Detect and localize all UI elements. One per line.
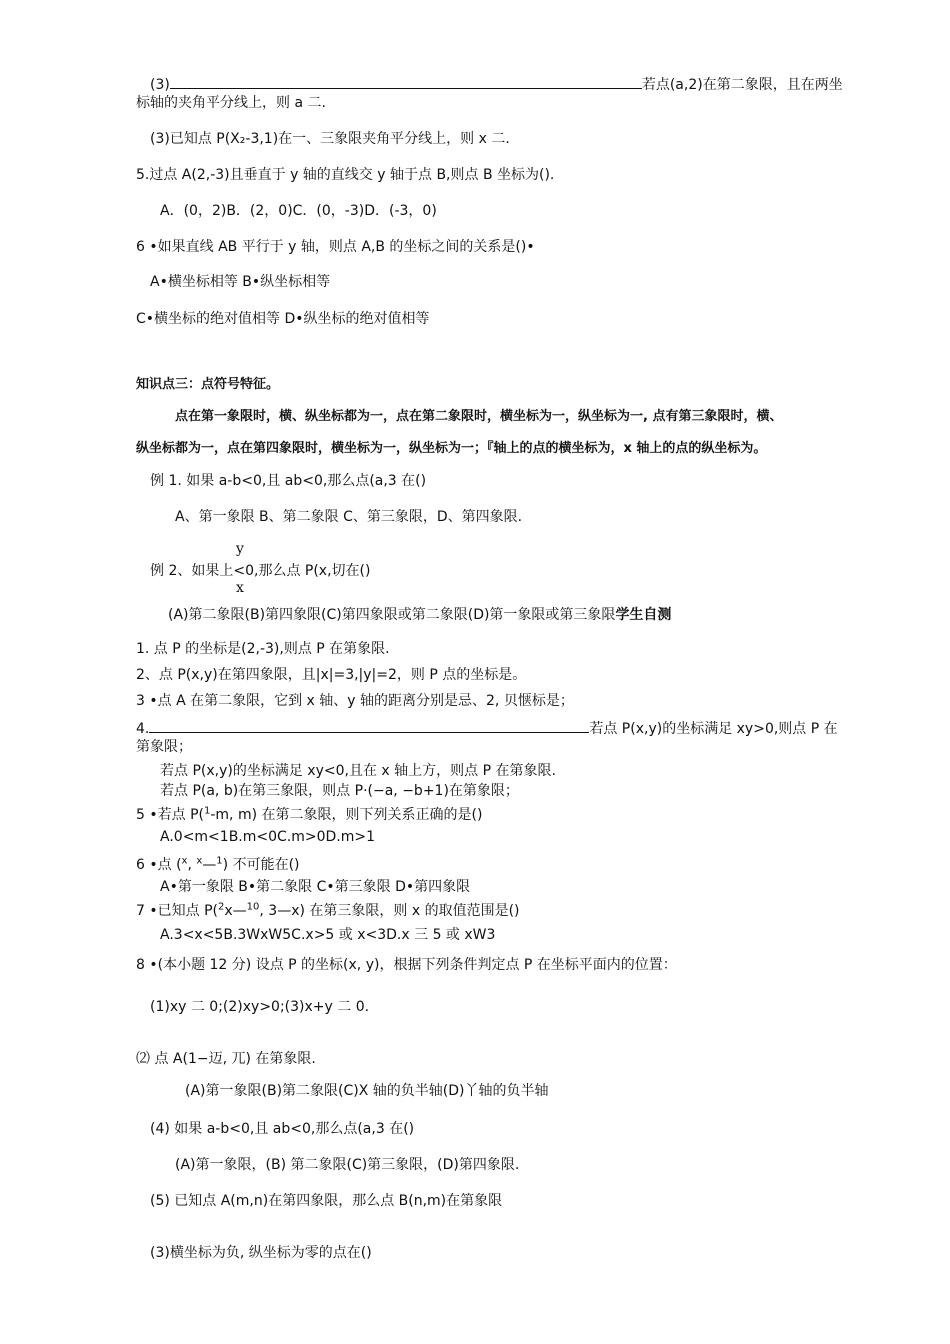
test-5 <box>136 806 482 824</box>
line-text: ) 不可能在() <box>222 857 300 873</box>
question-5-options: A．(0，2)B．(2，0)C．(0，-3)D．(-3，0) <box>160 203 437 219</box>
line-text: 5 •若点 P( <box>136 807 204 823</box>
text-line: (5) 已知点 A(m,n)在第四象限，那么点 B(n,m)在第象限 <box>150 1193 503 1209</box>
superscript: 2 <box>217 901 225 913</box>
section-heading-self-test: 学生自测 <box>615 607 672 623</box>
example-1: 例 1. 如果 a-b<0,且 ab<0,那么点(a,3 在() <box>150 473 427 489</box>
line-text: x— <box>224 903 247 919</box>
line-text: 若点(a,2)在第二象限，且在两坐 <box>641 77 843 93</box>
test-6 <box>136 856 300 874</box>
text-line: 第象限； <box>136 739 192 755</box>
test-2: 2、点 P(x,y)在第四象限，且|x|=3,|y|=2，则 P 点的坐标是。 <box>136 667 527 683</box>
text-line: ⑵ 点 A(1−迈, 兀) 在第象限. <box>136 1051 316 1067</box>
test-3: 3 •点 A 在第二象限，它到 x 轴、y 轴的距离分别是忌、2, 贝惬标是； <box>136 693 574 709</box>
example-2: 例 2、如果上<0,那么点 P(x,切在() <box>150 563 371 579</box>
line-text: 6 •点 ( <box>136 857 182 873</box>
test-4 <box>136 718 838 738</box>
test-7-options: A.3<x<5B.3WxW5C.x>5 或 x<3D.x 三 5 或 xW3 <box>160 927 496 943</box>
knowledge-text: 纵坐标都为一，点在第四象限时，横坐标为一，纵坐标为一；『轴上的点的横坐标为，x 轴上的点的纵坐标为。 <box>136 441 767 456</box>
line-text: -m, m) 在第二象限，则下列关系正确的是() <box>210 807 483 823</box>
answer-blank <box>170 74 642 89</box>
fraction-numerator: y <box>236 541 244 557</box>
example-2-options <box>168 606 671 624</box>
test-7 <box>136 902 520 920</box>
superscript: x <box>181 855 188 867</box>
test-5-options: A.0<m<1B.m<0C.m>0D.m>1 <box>160 829 376 845</box>
answer-blank <box>149 718 589 733</box>
options-line: (A)第一象限，(B) 第二象限(C)第三象限，(D)第四象限. <box>175 1157 520 1173</box>
line-text: — <box>202 857 217 873</box>
text-line: 标轴的夹角平分线上，则 a 二. <box>136 95 326 111</box>
example-1-options: A、第一象限 B、第二象限 C、第三象限，D、第四象限. <box>175 509 523 525</box>
question-5: 5.过点 A(2,-3)且垂直于 y 轴的直线交 y 轴于点 B,则点 B 坐标为(). <box>136 167 555 183</box>
options-text: (A)第二象限(B)第四象限(C)第四象限或第二象限(D)第一象限或第三象限 <box>168 607 616 623</box>
superscript: 1 <box>203 805 211 817</box>
text-line <box>150 74 843 94</box>
question-6-options-1: A•横坐标相等 B•纵坐标相等 <box>150 274 331 290</box>
line-text: 若点 P(x,y)的坐标满足 xy>0,则点 P 在 <box>589 721 838 737</box>
line-text: 7 •已知点 P( <box>136 903 218 919</box>
test-6-options: A•第一象限 B•第二象限 C•第三象限 D•第四象限 <box>160 879 471 895</box>
question-6-options-2: C•横坐标的绝对值相等 D•纵坐标的绝对值相等 <box>136 311 430 327</box>
superscript: 10 <box>246 901 260 913</box>
test-8-parts: (1)xy 二 0;(2)xy>0;(3)x+y 二 0. <box>150 999 370 1015</box>
item-number: (3) <box>150 77 170 93</box>
text-line: (3)已知点 P(X₂-3,1)在一、三象限夹角平分线上，则 x 二. <box>150 131 510 147</box>
text-line: 若点 P(a, b)在第三象限，则点 P·(−a, −b+1)在第象限； <box>160 783 519 799</box>
superscript: 1 <box>216 855 223 867</box>
item-number: 4. <box>136 721 150 737</box>
text-line: (4) 如果 a-b<0,且 ab<0,那么点(a,3 在() <box>150 1121 415 1137</box>
text-line: (3)横坐标为负, 纵坐标为零的点在() <box>150 1245 372 1261</box>
line-text: , <box>187 857 197 873</box>
question-6: 6 •如果直线 AB 平行于 y 轴，则点 A,B 的坐标之间的关系是()• <box>136 239 535 255</box>
line-text: , 3—x) 在第三象限，则 x 的取值范围是() <box>259 903 520 919</box>
section-heading: 知识点三：点符号特征。 <box>136 377 280 392</box>
fraction-denominator: x <box>236 580 244 596</box>
test-1: 1. 点 P 的坐标是(2,-3),则点 P 在第象限. <box>136 641 390 657</box>
options-line: (A)第一象限(B)第二象限(C)X 轴的负半轴(D)丫轴的负半轴 <box>185 1083 549 1099</box>
text-line: 若点 P(x,y)的坐标满足 xy<0,且在 x 轴上方，则点 P 在第象限. <box>160 763 556 779</box>
test-8: 8 •(本小题 12 分) 设点 P 的坐标(x, y)，根据下列条件判定点 P 在坐标平面内的位置： <box>136 957 677 973</box>
knowledge-text: 点在第一象限时，横、纵坐标都为一，点在第二象限时，横坐标为一，纵坐标为一, 点有第三象限时，横、 <box>175 409 783 424</box>
superscript: x <box>196 855 203 867</box>
